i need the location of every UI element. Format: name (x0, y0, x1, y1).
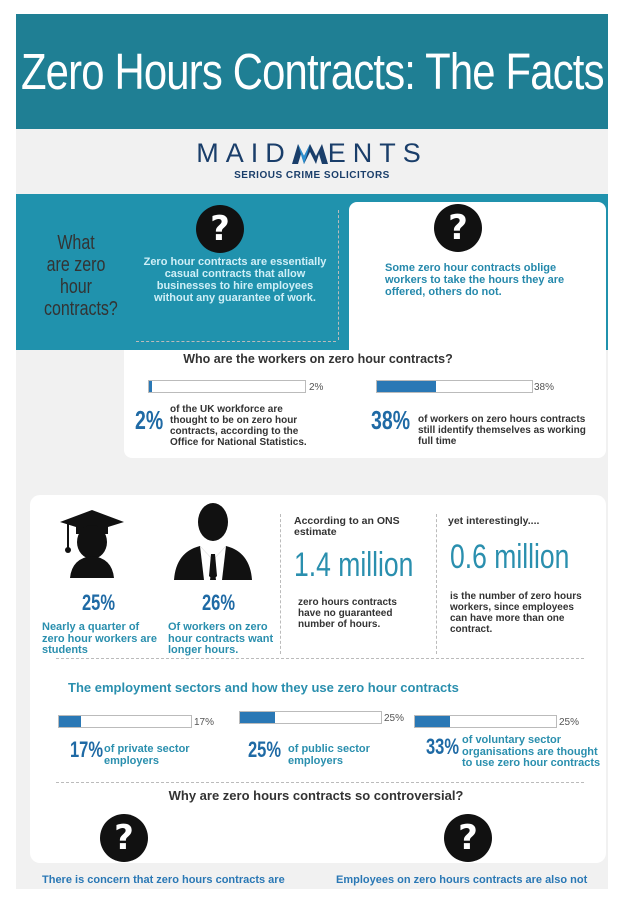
public-sector-pct: 25% (248, 737, 282, 762)
ons-number: 1.4 million (294, 546, 414, 584)
concern-text-right: Employees on zero hours contracts are also not (336, 874, 588, 886)
logo-text-left: MAID (196, 138, 292, 168)
infographic-page (16, 14, 608, 889)
businessman-icon (170, 502, 256, 580)
workforce-desc: of the UK workforce are thought to be on zero hour contracts, according to the Office for National Statistics. (170, 404, 307, 448)
m-logo-icon (292, 144, 328, 164)
ons-text: zero hours contracts have no guaranteed number of hours. (298, 597, 397, 630)
fulltime-bar-label: 38% (534, 382, 555, 393)
yet-intro: yet interestingly.... (448, 515, 540, 527)
logo-wordmark (16, 138, 608, 169)
graduate-icon (58, 508, 126, 578)
logo-subtitle: SERIOUS CRIME SOLICITORS (234, 170, 390, 181)
sectors-title: The employment sectors and how they use zero hour contracts (68, 680, 459, 695)
public-sector-bar-label: 25% (384, 713, 405, 724)
question-mark-icon: ? (196, 205, 244, 253)
divider (136, 341, 336, 342)
voluntary-sector-pct: 33% (426, 734, 460, 759)
controversy-title: Why are zero hours contracts so controversial? (168, 788, 464, 803)
workforce-bar-fill (149, 381, 152, 392)
workers-title: Who are the workers on zero hour contracts? (183, 352, 453, 366)
logo-text-right: ENTS (327, 138, 428, 168)
students-text: Nearly a quarter of zero hour workers are students (42, 621, 157, 656)
page-title: Zero Hours Contracts: The Facts (20, 43, 604, 100)
concern-text-left: There is concern that zero hours contracts are (42, 874, 285, 886)
fulltime-bar-fill (377, 381, 436, 392)
question-mark-icon: ? (100, 814, 148, 862)
longer-hours-text: Of workers on zero hour contracts want longer hours. (168, 621, 274, 656)
private-sector-desc: of private sector employers (104, 743, 190, 767)
voluntary-sector-bar-fill (415, 716, 450, 727)
workforce-bar (148, 380, 306, 393)
public-sector-bar-fill (240, 712, 275, 723)
fulltime-desc: of workers on zero hours contracts still identify themselves as working full time (418, 414, 586, 447)
oblige-text: Some zero hour contracts oblige workers to take the hours they are offered, others do not. (385, 262, 565, 298)
divider (56, 782, 584, 783)
public-sector-bar (239, 711, 382, 724)
students-pct: 25% (82, 590, 116, 615)
definition-text: Zero hour contracts are essentially casual contracts that allow businesses to hire employees without any guarantee of work. (143, 256, 327, 304)
longer-hours-pct: 26% (202, 590, 236, 615)
private-sector-bar (58, 715, 192, 728)
voluntary-sector-bar-label: 25% (559, 717, 580, 728)
yet-text: is the number of zero hours workers, since employees can have more than one contract. (450, 591, 582, 635)
workforce-pct: 2% (135, 405, 164, 435)
title-banner (16, 14, 608, 129)
private-sector-pct: 17% (70, 737, 104, 762)
fulltime-pct: 38% (371, 405, 411, 435)
voluntary-sector-desc: of voluntary sector organisations are thought to use zero hour contracts (462, 734, 601, 769)
divider (338, 210, 339, 340)
divider (280, 514, 281, 654)
private-sector-bar-label: 17% (194, 717, 215, 728)
voluntary-sector-bar (414, 715, 557, 728)
divider (436, 514, 437, 654)
divider (56, 658, 584, 659)
public-sector-desc: of public sector employers (288, 743, 370, 767)
question-mark-icon: ? (444, 814, 492, 862)
brand-logo (16, 132, 608, 184)
ons-intro: According to an ONS estimate (294, 515, 400, 538)
definition-question: What are zero hour contracts? (44, 232, 118, 320)
question-mark-icon: ? (434, 204, 482, 252)
yet-number: 0.6 million (450, 538, 570, 576)
fulltime-bar (376, 380, 533, 393)
workforce-bar-label: 2% (309, 382, 324, 393)
private-sector-bar-fill (59, 716, 81, 727)
